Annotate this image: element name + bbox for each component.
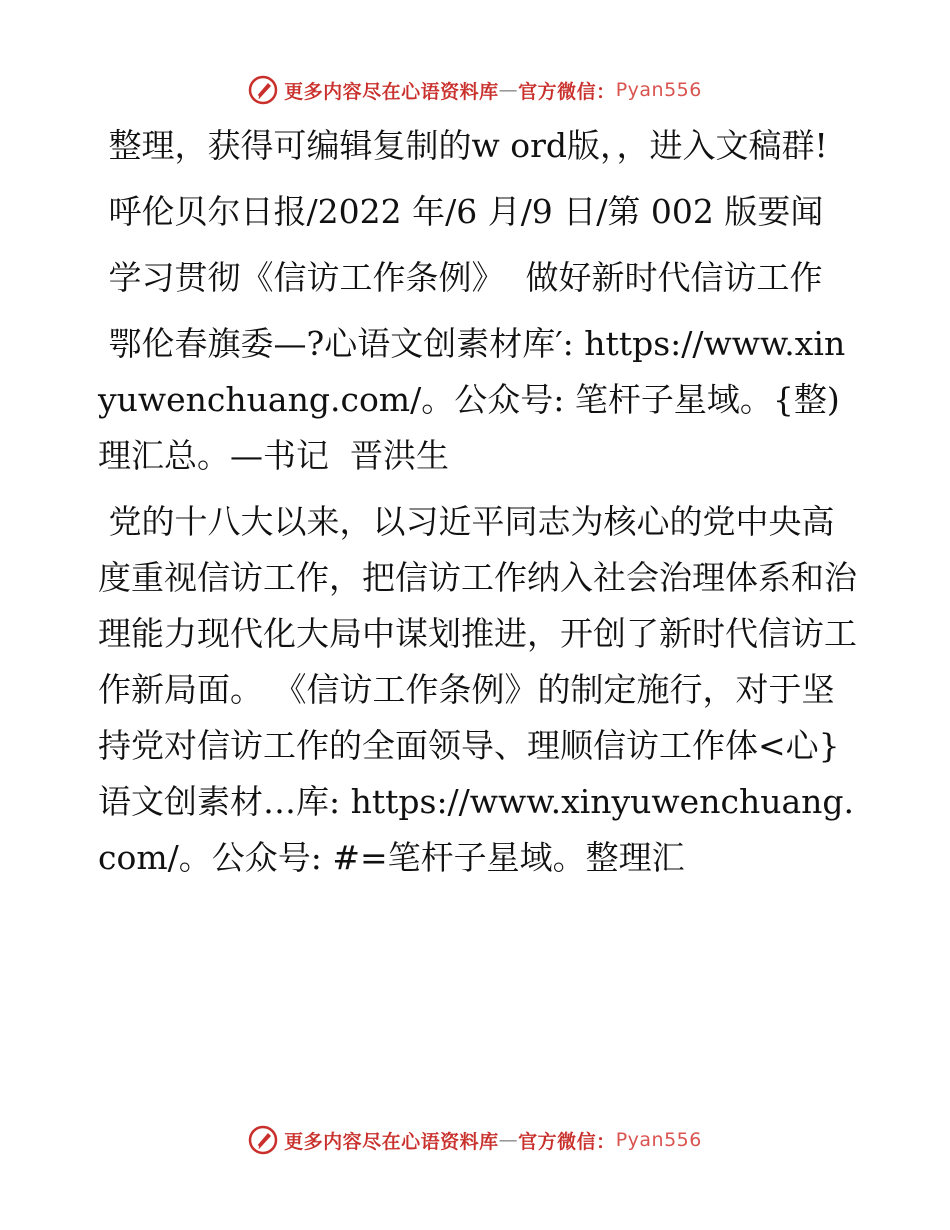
banner-dash: — — [498, 79, 519, 101]
banner-wechat-id: Pyan556 — [615, 1129, 702, 1151]
banner-wechat-label: 官方微信： — [518, 80, 616, 103]
paragraph-byline: 鄂伦春旗委—?心语文创素材库′: https://www.xinyuwenchuang.com/。公众号: 笔杆子星域。{整)理汇总。—书记 晋洪生 — [98, 324, 846, 475]
banner-wechat-id: Pyan556 — [615, 79, 702, 101]
banner-prefix: 更多内容尽在心语资料库 — [284, 1130, 499, 1153]
footer-watermark-banner — [0, 1120, 950, 1160]
banner-wechat-label: 官方微信： — [518, 1130, 616, 1153]
paragraph-body: 党的十八大以来，以习近平同志为核心的党中央高度重视信访工作，把信访工作纳入社会治理体系和治理能力现代化大局中谋划推进，开创了新时代信访工作新局面。 《信访工作条例》的制定施行，对于坚持党对信访工作的全面领导、理顺信访工作体<心}语文创素材…库: https://www.xinyuwenchuang.com/。公众号: #=笔杆子星域。整理汇 — [98, 502, 857, 877]
banner-prefix: 更多内容尽在心语资料库 — [284, 80, 499, 103]
pen-logo-icon — [248, 75, 278, 105]
header-watermark-banner — [0, 70, 950, 110]
paragraph-intro: 整理，获得可编辑复制的w ord版，，进入文稿群! — [98, 126, 828, 165]
pen-logo-icon — [248, 1125, 278, 1155]
document-body — [98, 118, 858, 896]
paragraph-headline: 学习贯彻《信访工作条例》 做好新时代信访工作 — [98, 258, 823, 297]
banner-dash: — — [498, 1129, 519, 1151]
paragraph-source: 呼伦贝尔日报/2022 年/6 月/9 日/第 002 版要闻 — [98, 192, 824, 231]
